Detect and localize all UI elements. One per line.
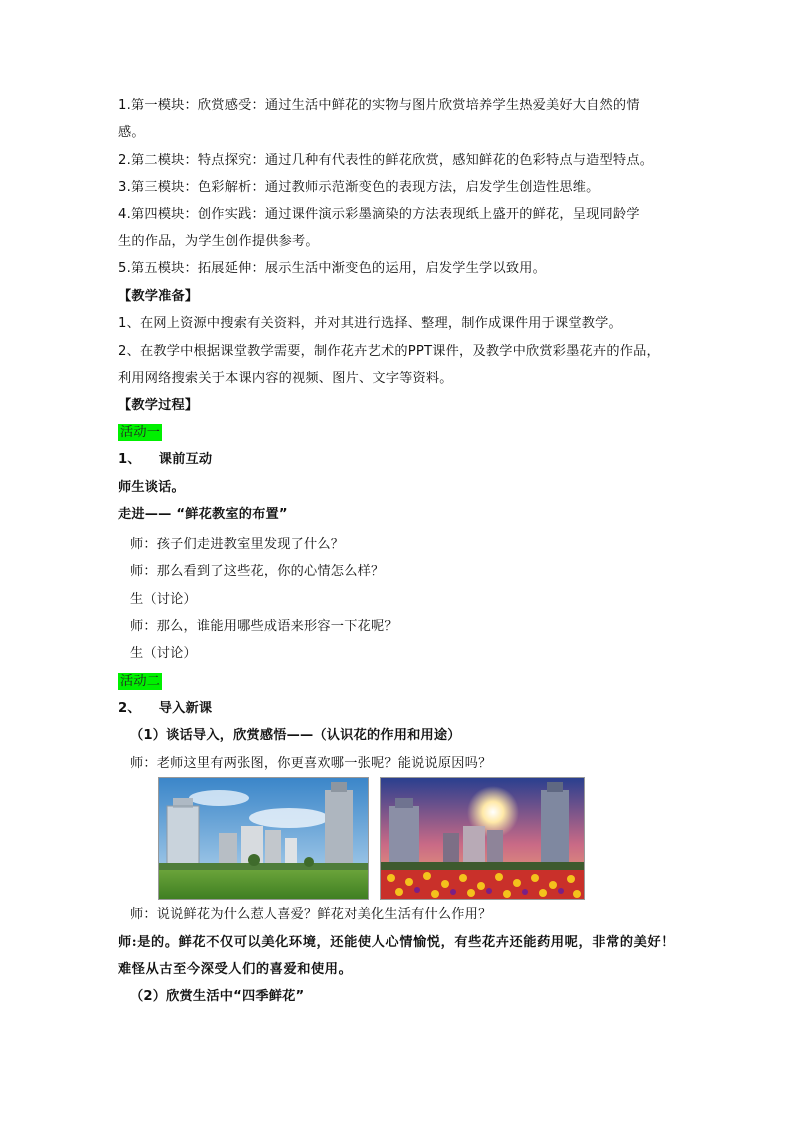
activity-2-section-2: （2）欣赏生活中“四季鲜花”: [130, 989, 305, 1004]
module-3: 3.第三模块：色彩解析：通过教师示范渐变色的表现方法，启发学生创造性思维。: [118, 180, 600, 195]
process-heading: 【教学过程】: [118, 398, 199, 413]
activity-2-tag-row: [118, 673, 162, 691]
answer-line-1: 师:是的。鲜花不仅可以美化环境，还能使人心情愉悦，有些花卉还能药用呢，非常的美好！: [118, 935, 675, 950]
dialogue-line: 师：那么，谁能用哪些成语来形容一下花呢？: [130, 619, 398, 634]
question-1: 师：老师这里有两张图，你更喜欢哪一张呢？能说说原因吗？: [130, 756, 492, 771]
module-4-line-2: 生的作品，为学生创作提供参考。: [118, 234, 319, 249]
activity-2-tag: 活动二: [120, 674, 161, 689]
activity-1-sub-2: 走进—— “鲜花教室的布置”: [118, 507, 288, 522]
dialogue-line: 生（讨论）: [130, 592, 197, 607]
activity-1-number: 1、: [118, 452, 141, 467]
question-2: 师：说说鲜花为什么惹人喜爱？鲜花对美化生活有什么作用？: [130, 907, 492, 922]
activity-2-heading: [118, 700, 212, 718]
module-2: 2.第二模块：特点探究：通过几种有代表性的鲜花欣赏，感知鲜花的色彩特点与造型特点。: [118, 153, 654, 168]
activity-1-title: 课前互动: [158, 452, 213, 467]
activity-1-tag-row: [118, 424, 162, 442]
activity-2-title: 导入新课: [158, 701, 213, 716]
city-photo-plain: [158, 777, 369, 900]
activity-2-number: 2、: [118, 701, 141, 716]
prep-item-1: 1、在网上资源中搜索有关资料，并对其进行选择、整理，制作成课件用于课堂教学。: [118, 316, 622, 331]
activity-2-section-1: （1）谈话导入，欣赏感悟——（认识花的作用和用途）: [130, 728, 461, 743]
city-photo-flowers: [380, 777, 585, 900]
activity-1-tag: 活动一: [120, 425, 161, 440]
activity-1-sub-1: 师生谈话。: [118, 480, 185, 495]
activity-1-heading: [118, 451, 212, 469]
module-5: 5.第五模块：拓展延伸：展示生活中渐变色的运用，启发学生学以致用。: [118, 261, 546, 276]
prep-item-2-line-1: 2、在教学中根据课堂教学需要，制作花卉艺术的PPT课件，及教学中欣赏彩墨花卉的作品，: [118, 344, 660, 359]
prep-item-2-line-2: 利用网络搜索关于本课内容的视频、图片、文字等资料。: [118, 371, 453, 386]
module-1-line-1: 1.第一模块：欣赏感受：通过生活中鲜花的实物与图片欣赏培养学生热爱美好大自然的情: [118, 98, 640, 113]
answer-line-2: 难怪从古至今深受人们的喜爱和使用。: [118, 962, 353, 977]
dialogue-line: 师：孩子们走进教室里发现了什么？: [130, 537, 345, 552]
dialogue-line: 师：那么看到了这些花，你的心情怎么样？: [130, 564, 385, 579]
dialogue-line: 生（讨论）: [130, 646, 197, 661]
module-1-line-2: 感。: [118, 125, 145, 140]
prep-heading: 【教学准备】: [118, 289, 199, 304]
module-4-line-1: 4.第四模块：创作实践：通过课件演示彩墨滴染的方法表现纸上盛开的鲜花，呈现同龄学: [118, 207, 640, 222]
